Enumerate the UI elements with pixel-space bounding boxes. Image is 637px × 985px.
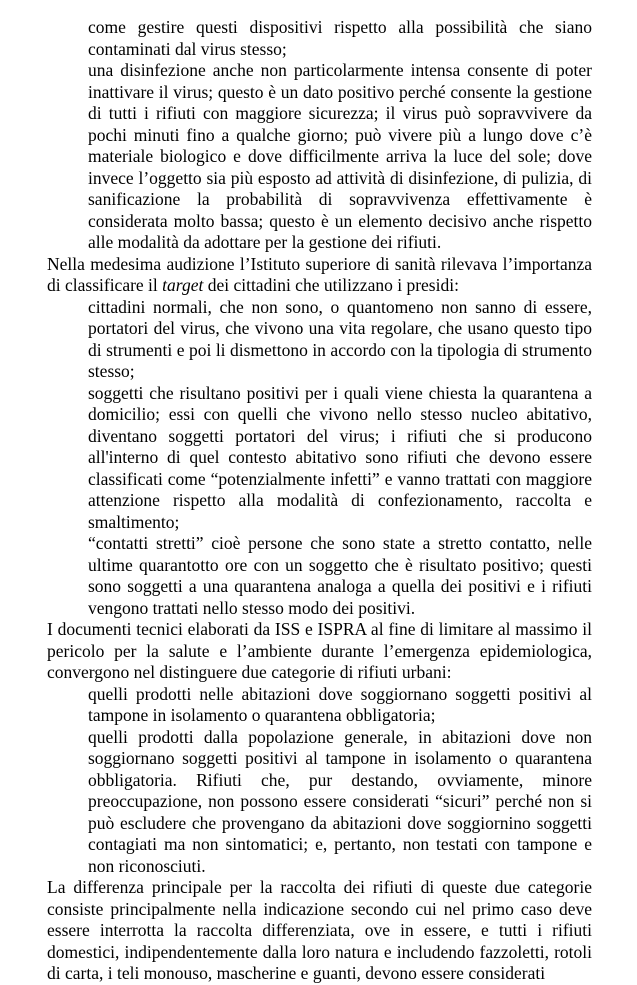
- body-paragraph: La differenza principale per la raccolta dei rifiuti di queste due categorie consiste principalmente nella indicazione secondo cui nel primo caso deve essere interrotta la raccolta differenziata, ove in essere, e tutti i rifiuti domestici, indipendentemente dalla loro natura e includendo fazzoletti, rotoli di carta, i teli monouso, mascherine e guanti, devono essere considerati: [47, 877, 592, 983]
- text-run: Nella medesima audizione l’Istituto superiore di sanità rilevava l’importanza di classificare il: [47, 253, 592, 295]
- body-paragraph: I documenti tecnici elaborati da ISS e ISPRA al fine di limitare al massimo il pericolo per la salute e l’ambiente durante l’emergenza epidemiologica, convergono nel distinguere due categorie di rifiuti urbani:: [47, 619, 592, 682]
- list-item-paragraph: come gestire questi dispositivi rispetto alla possibilità che siano contaminati dal virus stesso;: [88, 17, 592, 59]
- document-page: [47, 17, 592, 985]
- italic-term: target: [162, 275, 204, 295]
- list-item-paragraph: “contatti stretti” cioè persone che sono state a stretto contatto, nelle ultime quarantotto ore con un soggetto che è risultato positivo; questi sono soggetti a una quarantena analoga a quella dei positivi e i rifiuti vengono trattati nello stesso modo dei positivi.: [88, 533, 592, 618]
- list-item-paragraph: cittadini normali, che non sono, o quantomeno non sanno di essere, portatori del virus, che vivono una vita regolare, che usano questo tipo di strumenti e poi li dismettono in accordo con la tipologia di strumento stesso;: [88, 296, 592, 381]
- list-item-paragraph: soggetti che risultano positivi per i quali viene chiesta la quarantena a domicilio; essi con quelli che vivono nello stesso nucleo abitativo, diventano soggetti portatori del virus; i rifiuti che si producono all'interno di quel contesto abitativo sono rifiuti che devono essere classificati come “potenzialmente infetti” e vanno trattati con maggiore attenzione rispetto alla modalità di confezionamento, raccolta e smaltimento;: [88, 382, 592, 532]
- list-item-paragraph: quelli prodotti dalla popolazione generale, in abitazioni dove non soggiornano soggetti positivi al tampone in isolamento o quarantena obbligatoria. Rifiuti che, pur destando, ovviamente, minore preoccupazione, non possono essere considerati “sicuri” perché non si può escludere che provengano da abitazioni dove soggiornino soggetti contagiati ma non sintomatici; e, pertanto, non testati con tampone e non riconosciuti.: [88, 726, 592, 876]
- list-item-paragraph: una disinfezione anche non particolarmente intensa consente di poter inattivare il virus; questo è un dato positivo perché consente la gestione di tutti i rifiuti con maggiore sicurezza; il virus può sopravvivere da pochi minuti fino a qualche giorno; può vivere più a lungo dove c’è materiale biologico e dove difficilmente arriva la luce del sole; dove invece l’oggetto sia più esposto ad attività di disinfezione, di pulizia, di sanificazione la probabilità di sopravvivenza effettivamente è considerata molto bassa; questo è un elemento decisivo anche rispetto alle modalità da adottare per la gestione dei rifiuti.: [88, 60, 592, 252]
- body-paragraph: [47, 254, 592, 297]
- text-run: dei cittadini che utilizzano i presidi:: [203, 275, 459, 295]
- list-item-paragraph: quelli prodotti nelle abitazioni dove soggiornano soggetti positivi al tampone in isolamento o quarantena obbligatoria;: [88, 683, 592, 725]
